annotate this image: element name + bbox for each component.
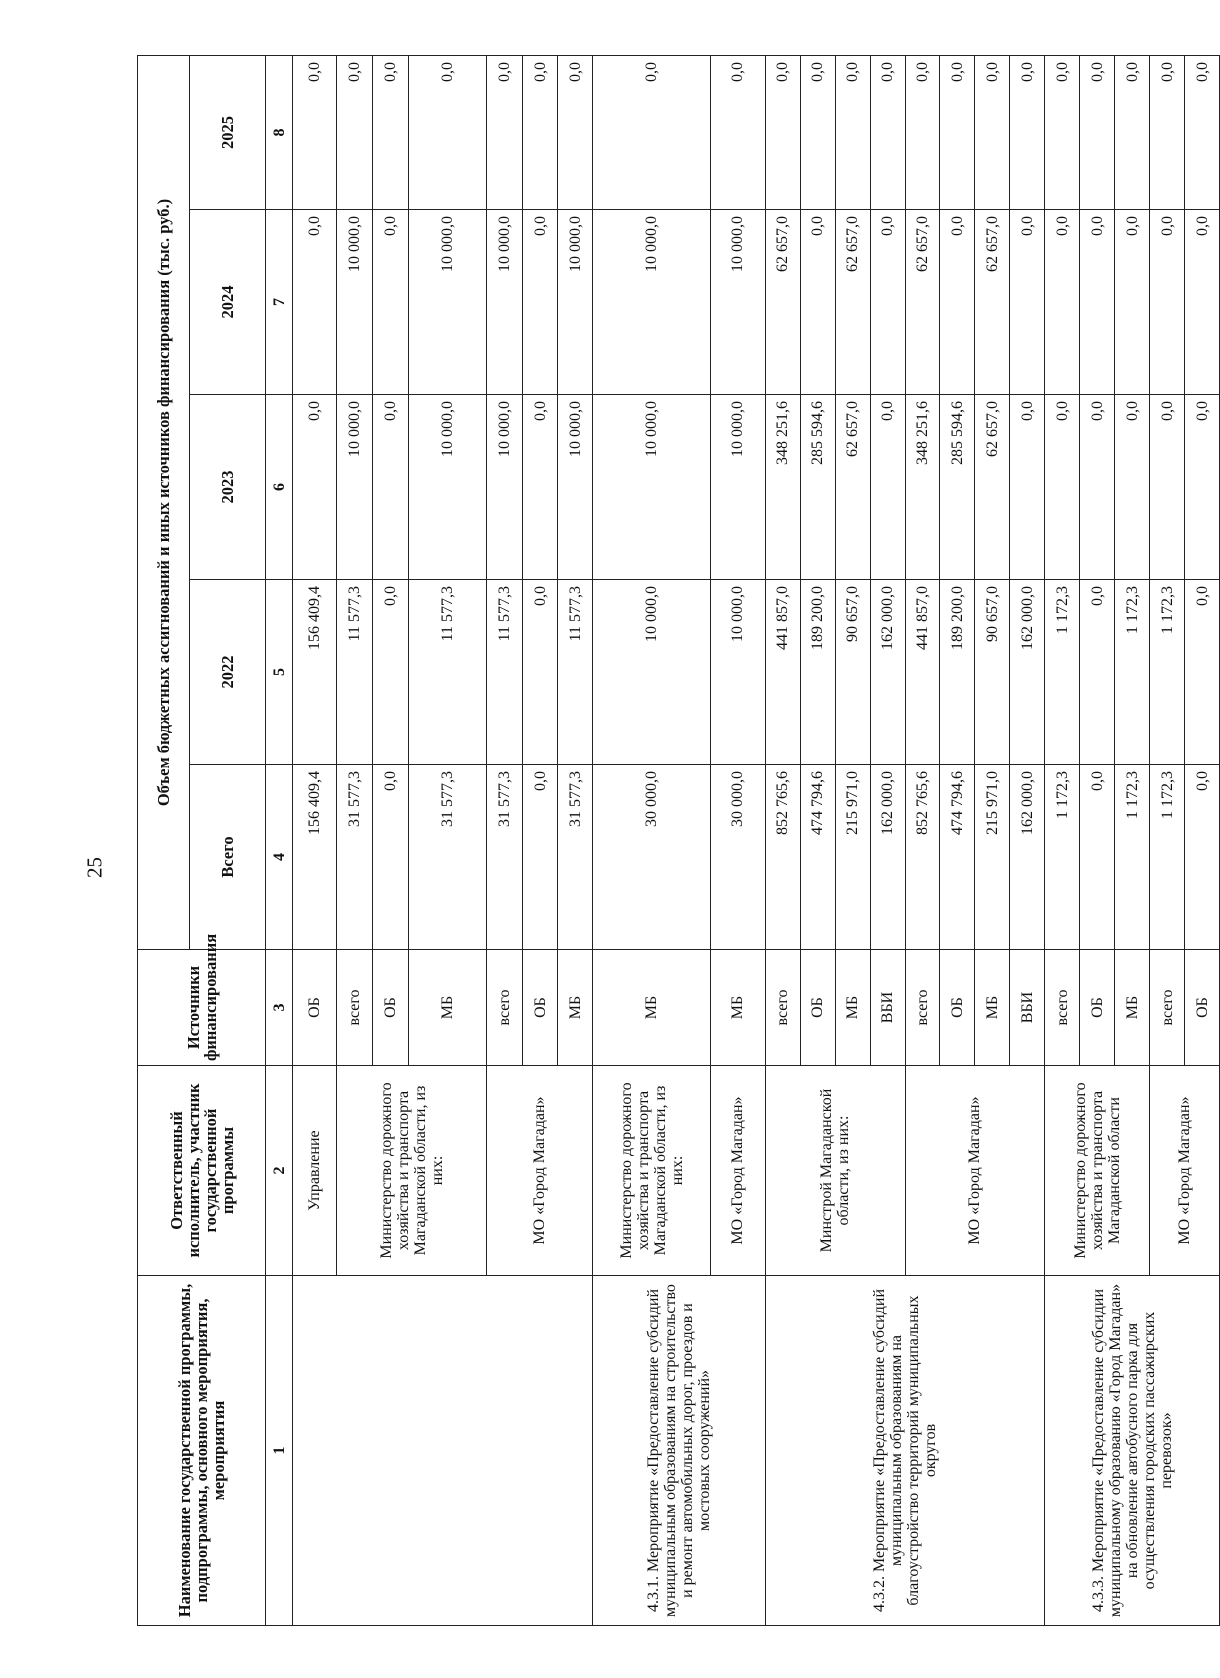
value-cell: 31 577,3: [336, 765, 372, 950]
value-cell: 0,0: [336, 55, 372, 209]
value-cell: 1 172,3: [1045, 765, 1080, 950]
source-cell: ОБ: [523, 950, 558, 1066]
measure-name-4-3-2: 4.3.2. Мероприятие «Предоставление субсидий муниципальным образованиям на благоустройство территорий муниципальных округов: [765, 1276, 1045, 1626]
value-cell: 30 000,0: [593, 765, 711, 950]
value-cell: 62 657,0: [975, 210, 1010, 395]
value-cell: 0,0: [293, 55, 337, 209]
value-cell: 31 577,3: [487, 765, 523, 950]
header-2024: 2024: [190, 210, 266, 395]
executor-cell: МО «Город Магадан»: [711, 1066, 766, 1276]
value-cell: 0,0: [765, 55, 800, 209]
value-cell: 11 577,3: [558, 580, 593, 765]
value-cell: 0,0: [800, 55, 835, 209]
executor-cell: МО «Город Магадан»: [487, 1066, 593, 1276]
value-cell: 62 657,0: [765, 210, 800, 395]
value-cell: 0,0: [372, 580, 408, 765]
value-cell: 1 172,3: [1045, 580, 1080, 765]
value-cell: 10 000,0: [558, 395, 593, 580]
value-cell: 0,0: [1185, 580, 1220, 765]
value-cell: 0,0: [905, 55, 940, 209]
value-cell: 62 657,0: [835, 395, 870, 580]
value-cell: 162 000,0: [870, 580, 905, 765]
value-cell: 0,0: [1010, 55, 1045, 209]
source-cell: всего: [336, 950, 372, 1066]
source-cell: ОБ: [1080, 950, 1115, 1066]
value-cell: 10 000,0: [593, 580, 711, 765]
source-cell: всего: [487, 950, 523, 1066]
value-cell: 10 000,0: [336, 210, 372, 395]
value-cell: 162 000,0: [1010, 765, 1045, 950]
value-cell: 10 000,0: [408, 395, 487, 580]
value-cell: 285 594,6: [800, 395, 835, 580]
value-cell: 0,0: [1185, 55, 1220, 209]
value-cell: 0,0: [870, 395, 905, 580]
header-2022: 2022: [190, 580, 266, 765]
value-cell: 0,0: [835, 55, 870, 209]
value-cell: 285 594,6: [940, 395, 975, 580]
value-cell: 0,0: [870, 55, 905, 209]
source-cell: всего: [765, 950, 800, 1066]
value-cell: 441 857,0: [905, 580, 940, 765]
index-cell: 7: [266, 210, 293, 395]
source-cell: МБ: [558, 950, 593, 1066]
value-cell: 0,0: [1045, 210, 1080, 395]
value-cell: 0,0: [293, 210, 337, 395]
value-cell: 215 971,0: [975, 765, 1010, 950]
value-cell: 0,0: [940, 55, 975, 209]
value-cell: 11 577,3: [487, 580, 523, 765]
table-row: [1045, 55, 1080, 1625]
value-cell: 0,0: [487, 55, 523, 209]
value-cell: 0,0: [711, 55, 766, 209]
executor-cell: Управление: [293, 1066, 337, 1276]
value-cell: 90 657,0: [835, 580, 870, 765]
rotated-table-container: [137, 56, 1220, 1626]
value-cell: 0,0: [1080, 765, 1115, 950]
value-cell: 0,0: [372, 210, 408, 395]
value-cell: 0,0: [1150, 395, 1185, 580]
value-cell: 0,0: [1185, 765, 1220, 950]
executor-cell: Министерство дорожного хозяйства и транспорта Магаданской области, из них:: [336, 1066, 487, 1276]
value-cell: 0,0: [1115, 55, 1150, 209]
value-cell: 1 172,3: [1115, 765, 1150, 950]
table-row: [765, 55, 800, 1625]
value-cell: 0,0: [523, 580, 558, 765]
value-cell: 0,0: [1185, 210, 1220, 395]
value-cell: 348 251,6: [905, 395, 940, 580]
source-cell: ОБ: [800, 950, 835, 1066]
header-2023: 2023: [190, 395, 266, 580]
value-cell: 0,0: [1150, 210, 1185, 395]
source-cell: ОБ: [940, 950, 975, 1066]
source-cell: ВБИ: [1010, 950, 1045, 1066]
source-cell: ОБ: [372, 950, 408, 1066]
value-cell: 0,0: [372, 395, 408, 580]
value-cell: 215 971,0: [835, 765, 870, 950]
value-cell: 10 000,0: [408, 210, 487, 395]
header-name: Наименование государственной программы, подпрограммы, основного мероприятия, мероприятия: [138, 1276, 266, 1626]
value-cell: 0,0: [1115, 395, 1150, 580]
value-cell: 0,0: [1010, 210, 1045, 395]
index-cell: 2: [266, 1066, 293, 1276]
value-cell: 0,0: [523, 55, 558, 209]
value-cell: 189 200,0: [940, 580, 975, 765]
table-row: [293, 55, 337, 1625]
header-sources: Источники финансирования: [138, 950, 266, 1066]
value-cell: 10 000,0: [593, 210, 711, 395]
value-cell: 0,0: [372, 765, 408, 950]
value-cell: 11 577,3: [336, 580, 372, 765]
value-cell: 0,0: [293, 395, 337, 580]
value-cell: 0,0: [1080, 210, 1115, 395]
source-cell: МБ: [835, 950, 870, 1066]
value-cell: 10 000,0: [711, 210, 766, 395]
header-financing-volume: Объем бюджетных ассигнований и иных источников финансирования (тыс. руб.): [138, 55, 190, 949]
index-cell: 6: [266, 395, 293, 580]
value-cell: 0,0: [1150, 55, 1185, 209]
value-cell: 156 409,4: [293, 580, 337, 765]
index-cell: 4: [266, 765, 293, 950]
header-2025: 2025: [190, 55, 266, 209]
value-cell: 0,0: [523, 765, 558, 950]
value-cell: 90 657,0: [975, 580, 1010, 765]
value-cell: 852 765,6: [905, 765, 940, 950]
value-cell: 156 409,4: [293, 765, 337, 950]
value-cell: 1 172,3: [1115, 580, 1150, 765]
source-cell: ОБ: [1185, 950, 1220, 1066]
value-cell: 0,0: [523, 395, 558, 580]
value-cell: 0,0: [408, 55, 487, 209]
header-total: Всего: [190, 765, 266, 950]
header-executor: Ответственный исполнитель, участник государственной программы: [138, 1066, 266, 1276]
value-cell: 30 000,0: [711, 765, 766, 950]
value-cell: 10 000,0: [336, 395, 372, 580]
index-cell: 1: [266, 1276, 293, 1626]
value-cell: 348 251,6: [765, 395, 800, 580]
value-cell: 0,0: [1115, 210, 1150, 395]
source-cell: ОБ: [293, 950, 337, 1066]
value-cell: 0,0: [1080, 580, 1115, 765]
value-cell: 162 000,0: [870, 765, 905, 950]
value-cell: 0,0: [1045, 55, 1080, 209]
value-cell: 10 000,0: [487, 210, 523, 395]
value-cell: 0,0: [1080, 55, 1115, 209]
value-cell: 1 172,3: [1150, 765, 1185, 950]
value-cell: 0,0: [1080, 395, 1115, 580]
value-cell: 0,0: [593, 55, 711, 209]
value-cell: 0,0: [940, 210, 975, 395]
value-cell: 11 577,3: [408, 580, 487, 765]
value-cell: 10 000,0: [711, 395, 766, 580]
table-row: [593, 55, 711, 1625]
source-cell: МБ: [975, 950, 1010, 1066]
executor-cell: Министерство дорожного хозяйства и транспорта Магаданской области: [1045, 1066, 1150, 1276]
source-cell: МБ: [711, 950, 766, 1066]
measure-name-4-3-1: 4.3.1. Мероприятие «Предоставление субсидий муниципальным образованиям на строительство и ремонт автомобильных дорог, проездов и мостовых сооружений»: [593, 1276, 766, 1626]
source-cell: МБ: [408, 950, 487, 1066]
index-cell: 3: [266, 950, 293, 1066]
value-cell: 1 172,3: [1150, 580, 1185, 765]
value-cell: 0,0: [1045, 395, 1080, 580]
source-cell: МБ: [1115, 950, 1150, 1066]
value-cell: 62 657,0: [835, 210, 870, 395]
value-cell: 0,0: [558, 55, 593, 209]
page-number: 25: [82, 857, 107, 878]
executor-cell: Минстрой Магаданской области, из них:: [765, 1066, 905, 1276]
value-cell: 10 000,0: [558, 210, 593, 395]
executor-cell: Министерство дорожного хозяйства и транспорта Магаданской области, из них:: [593, 1066, 711, 1276]
value-cell: 0,0: [975, 55, 1010, 209]
value-cell: 0,0: [800, 210, 835, 395]
value-cell: 0,0: [523, 210, 558, 395]
value-cell: 0,0: [372, 55, 408, 209]
name-cell-continuation: [293, 1276, 593, 1626]
executor-cell: МО «Город Магадан»: [905, 1066, 1045, 1276]
value-cell: 10 000,0: [593, 395, 711, 580]
source-cell: всего: [1150, 950, 1185, 1066]
financing-table: [137, 55, 1220, 1626]
measure-name-4-3-3: 4.3.3. Мероприятие «Предоставление субсидии муниципальному образованию «Город Магадан» на обновление автобусного парка для осуществления городских пассажирских перевозок»: [1045, 1276, 1220, 1626]
value-cell: 474 794,6: [940, 765, 975, 950]
source-cell: МБ: [593, 950, 711, 1066]
source-cell: всего: [1045, 950, 1080, 1066]
value-cell: 852 765,6: [765, 765, 800, 950]
source-cell: всего: [905, 950, 940, 1066]
value-cell: 0,0: [1185, 395, 1220, 580]
value-cell: 474 794,6: [800, 765, 835, 950]
value-cell: 441 857,0: [765, 580, 800, 765]
source-cell: ВБИ: [870, 950, 905, 1066]
value-cell: 162 000,0: [1010, 580, 1045, 765]
value-cell: 31 577,3: [558, 765, 593, 950]
value-cell: 31 577,3: [408, 765, 487, 950]
value-cell: 0,0: [870, 210, 905, 395]
value-cell: 10 000,0: [711, 580, 766, 765]
value-cell: 189 200,0: [800, 580, 835, 765]
value-cell: 10 000,0: [487, 395, 523, 580]
value-cell: 62 657,0: [975, 395, 1010, 580]
index-cell: 5: [266, 580, 293, 765]
index-cell: 8: [266, 55, 293, 209]
column-index-row: [266, 55, 293, 1625]
executor-cell: МО «Город Магадан»: [1150, 1066, 1220, 1276]
value-cell: 62 657,0: [905, 210, 940, 395]
value-cell: 0,0: [1010, 395, 1045, 580]
